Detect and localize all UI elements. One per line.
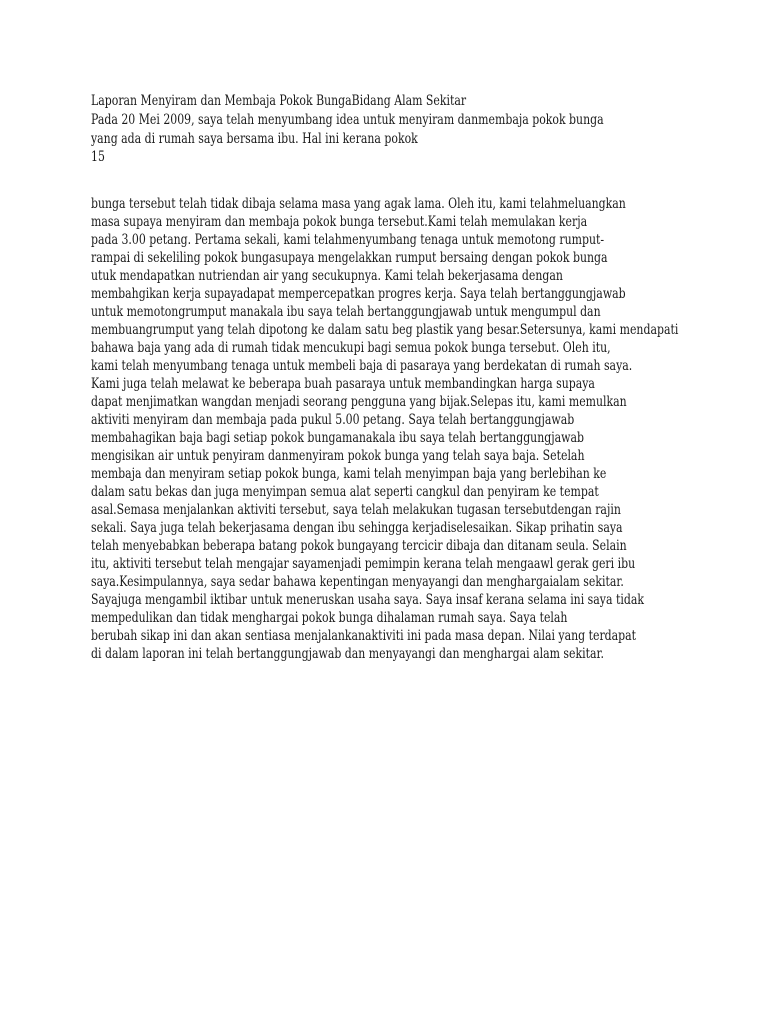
body-line: dalam satu bekas dan juga menyimpan semua alat seperti cangkul dan penyiram ke tempat [91,484,599,500]
body-line: bunga tersebut telah tidak dibaja selama masa yang agak lama. Oleh itu, kami telahmeluangkan [91,196,626,212]
body-line: membahgikan kerja supayadapat mempercepatkan progres kerja. Saya telah bertanggungjawab [91,286,626,302]
body-line: di dalam laporan ini telah bertanggungjawab dan menyayangi dan menghargai alam sekitar. [91,646,604,662]
body-line: dapat menjimatkan wangdan menjadi seorang pengguna yang bijak.Selepas itu, kami memulkan [91,394,627,410]
body-line: bahawa baja yang ada di rumah tidak mencukupi bagi semua pokok bunga tersebut. Oleh itu, [91,340,611,356]
body-line: masa supaya menyiram dan membaja pokok bunga tersebut.Kami telah memulakan kerja [91,214,588,230]
intro-line-2: yang ada di rumah saya bersama ibu. Hal ini kerana pokok [91,131,418,147]
body-line: rampai di sekeliling pokok bungasupaya mengelakkan rumput bersaing dengan pokok bunga [91,250,608,266]
body-line: berubah sikap ini dan akan sentiasa menjalankanaktiviti ini pada masa depan. Nilai yang terdapat [91,628,637,644]
body-line: untuk memotongrumput manakala ibu saya telah bertanggungjawab untuk mengumpul dan [91,304,601,320]
body-line: asal.Semasa menjalankan aktiviti tersebut, saya telah melakukan tugasan tersebutdengan rajin [91,502,621,518]
body-line: utuk mendapatkan nutriendan air yang secukupnya. Kami telah bekerjasama dengan [91,268,563,284]
report-title: Laporan Menyiram dan Membaja Pokok BungaBidang Alam Sekitar [91,93,467,109]
body-line: kami telah menyumbang tenaga untuk membeli baja di pasaraya yang berdekatan di rumah saya. [91,358,633,374]
body-line: itu, aktiviti tersebut telah mengajar sayamenjadi pemimpin kerana telah mengaawl gerak geri ibu [91,556,636,572]
intro-line-1: Pada 20 Mei 2009, saya telah menyumbang idea untuk menyiram danmembaja pokok bunga [91,112,604,128]
body-line: sekali. Saya juga telah bekerjasama dengan ibu sehingga kerjadiselesaikan. Sikap prihatin saya [91,520,623,536]
page-marker: 15 [91,149,105,165]
body-line: Sayajuga mengambil iktibar untuk meneruskan usaha saya. Saya insaf kerana selama ini saya tidak [91,592,644,608]
body-line: pada 3.00 petang. Pertama sekali, kami telahmenyumbang tenaga untuk memotong rumput- [91,232,605,248]
body-line: mempedulikan dan tidak menghargai pokok bunga dihalaman rumah saya. Saya telah [91,610,568,626]
body-line: telah menyebabkan beberapa batang pokok bungayang tercicir dibaja dan ditanam seula. Selain [91,538,627,554]
body-line: saya.Kesimpulannya, saya sedar bahawa kepentingan menyayangi dan menghargaialam sekitar. [91,574,624,590]
body-line: aktiviti menyiram dan membaja pada pukul 5.00 petang. Saya telah bertanggungjawab [91,412,575,428]
body-line: membuangrumput yang telah dipotong ke dalam satu beg plastik yang besar.Setersunya, kami mendapati [91,322,679,338]
body-line: membahagikan baja bagi setiap pokok bungamanakala ibu saya telah bertanggungjawab [91,430,584,446]
body-line: membaja dan menyiram setiap pokok bunga, kami telah menyimpan baja yang berlebihan ke [91,466,607,482]
body-line: mengisikan air untuk penyiram danmenyiram pokok bunga yang telah saya baja. Setelah [91,448,585,464]
body-line: Kami juga telah melawat ke beberapa buah pasaraya untuk membandingkan harga supaya [91,376,595,392]
